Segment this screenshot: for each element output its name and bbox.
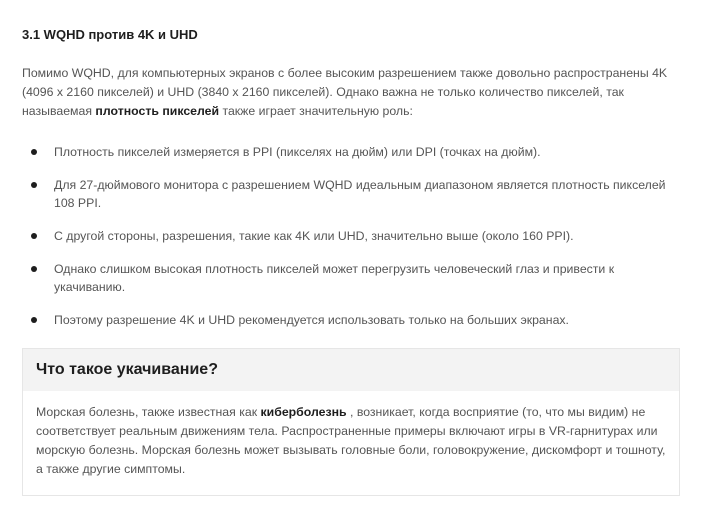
bullet-dot-icon [31, 233, 37, 239]
list-item-text: Плотность пикселей измеряется в PPI (пикселях на дюйм) или DPI (точках на дюйм). [54, 145, 541, 159]
list-item [22, 311, 682, 329]
bullet-list [22, 143, 682, 344]
info-box-text-end: , возникает, когда восприятие (то, что мы видим) не соответствует реальным движениям тела. Распространенные примеры включают игры в VR-гарнитурах или морскую болезнь. Морская болезнь может вызывать головные боли, головокружение, дискомфорт и тошноту, а также другие симптомы. [36, 405, 666, 476]
info-box-body [23, 391, 679, 479]
bullet-dot-icon [31, 317, 37, 323]
list-item-text: Для 27-дюймового монитора с разрешением WQHD идеальным диапазоном является плотность пикселей 108 PPI. [54, 178, 666, 210]
info-box [22, 348, 680, 496]
section-heading: 3.1 WQHD против 4K и UHD [22, 27, 198, 42]
intro-text-start: Помимо WQHD, для компьютерных экранов с более высоким разрешением также довольно распространены 4K (4096 x 2160 пикселей) и UHD (3840 x 2160 пикселей). Однако важна не только количество пикселей, так называемая [22, 66, 668, 118]
list-item [22, 227, 682, 245]
info-box-text-start: Морская болезнь, также известная как [36, 405, 261, 419]
bullet-dot-icon [31, 182, 37, 188]
info-box-header [23, 349, 679, 391]
bullet-dot-icon [31, 266, 37, 272]
list-item-text: Однако слишком высокая плотность пикселей может перегрузить человеческий глаз и привести к укачиванию. [54, 262, 615, 294]
info-box-title: Что такое укачивание? [36, 361, 218, 378]
list-item-text: Поэтому разрешение 4K и UHD рекомендуется использовать только на больших экранах. [54, 313, 569, 327]
list-item-text: С другой стороны, разрешения, такие как 4K или UHD, значительно выше (около 160 PPI). [54, 229, 574, 243]
list-item [22, 260, 682, 296]
intro-text-end: также играет значительную роль: [219, 104, 413, 118]
intro-bold-term: плотность пикселей [95, 104, 220, 118]
info-box-bold-term: киберболезнь [260, 405, 347, 419]
list-item [22, 176, 682, 212]
bullet-dot-icon [31, 149, 37, 155]
intro-paragraph [22, 64, 690, 121]
list-item [22, 143, 682, 161]
